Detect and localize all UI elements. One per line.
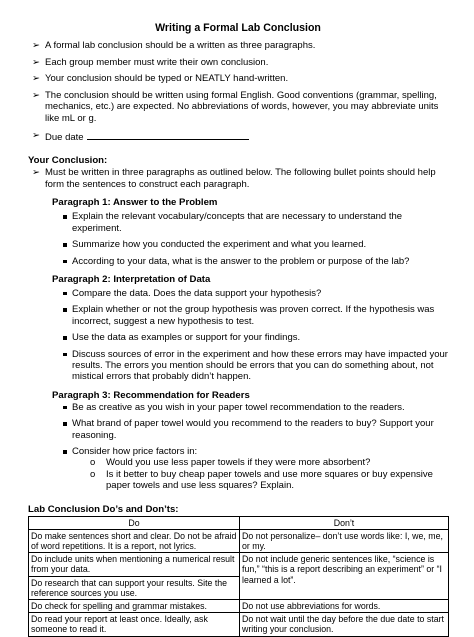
list-item: Consider how price factors in: o Would you use less paper towels if they were more absorbent? o Is it better to buy cheap paper towels and use more squares or buy expensive paper towels and use less squares? Explain. [63, 446, 448, 492]
paragraph-1-list [63, 211, 448, 267]
circle-bullet-icon: o [90, 457, 96, 469]
dont-cell: Do not use abbreviations for words. [240, 600, 449, 613]
do-cell: Do include units when mentioning a numerical result from your data. [29, 553, 240, 576]
paragraph-3-list [63, 402, 448, 492]
list-item: What brand of paper towel would you recommend to the readers to buy? Support your reasoning. [63, 418, 448, 441]
arrow-bullet-icon: ➢ [32, 56, 40, 68]
square-bullet-icon [63, 260, 67, 264]
square-bullet-icon [63, 292, 67, 296]
dont-cell: Do not personalize– don’t use words like: I, we, me, or my. [240, 529, 449, 552]
column-header-do: Do [29, 516, 240, 529]
do-cell: Do check for spelling and grammar mistakes. [29, 600, 240, 613]
paragraph-1-heading: Paragraph 1: Answer to the Problem [52, 197, 218, 209]
intro-bullet: ➢ A formal lab conclusion should be a written as three paragraphs. [32, 40, 316, 51]
paragraph-2-list [63, 288, 448, 383]
paragraph-2-heading: Paragraph 2: Interpretation of Data [52, 273, 211, 285]
list-item: Summarize how you conducted the experiment and what you learned. [63, 239, 448, 250]
arrow-bullet-icon: ➢ [32, 73, 40, 85]
due-date-blank-line [87, 130, 249, 140]
arrow-bullet-icon: ➢ [32, 89, 40, 101]
do-cell: Do make sentences short and clear. Do not be afraid of word repetitions. It is a report, not lyrics. [29, 529, 240, 552]
table-row [29, 529, 449, 552]
square-bullet-icon [63, 406, 67, 410]
arrow-bullet-icon: ➢ [32, 129, 40, 141]
square-bullet-icon [63, 243, 67, 247]
list-item: According to your data, what is the answer to the problem or purpose of the lab? [63, 256, 448, 267]
due-date-label: Due date [45, 131, 84, 143]
square-bullet-icon [63, 422, 67, 426]
sub-list-item: o Is it better to buy cheap paper towels and use more squares or buy expensive paper towels and use less squares? Explain. [90, 468, 433, 492]
list-item: Use the data as examples or support for your findings. [63, 332, 448, 343]
dont-cell: Do not include generic sentences like, “science is fun,” “this is a report describing an experiment” or “I learned a lot”. [240, 553, 449, 600]
list-item: Be as creative as you wish in your paper towel recommendation to the readers. [63, 402, 448, 413]
circle-bullet-icon: o [90, 468, 96, 480]
list-item: Discuss sources of error in the experiment and how these errors may have impacted your results. The errors you mention should be errors that you can do something about, not mistical errors that probably didn’t happen. [63, 349, 448, 383]
dos-donts-heading: Lab Conclusion Do’s and Don’ts: [28, 503, 179, 515]
your-conclusion-heading: Your Conclusion: [28, 155, 108, 167]
dont-cell: Do not wait until the day before the due date to start writing your conclusion. [240, 613, 449, 636]
square-bullet-icon [63, 308, 67, 312]
table-row [29, 600, 449, 613]
table-header-row [29, 516, 449, 529]
intro-bullet: ➢ The conclusion should be written using formal English. Good conventions (grammar, spelling, mechanics, etc.) are expected. No abbreviations of words, however, you may abbreviate units like mL or g. [32, 89, 439, 124]
list-item: Compare the data. Does the data support your hypothesis? [63, 288, 448, 299]
square-bullet-icon [63, 353, 67, 357]
square-bullet-icon [63, 450, 67, 454]
table-row [29, 613, 449, 636]
conclusion-bullet: ➢ Must be written in three paragraphs as outlined below. The following bullet points should help form the sentences to construct each paragraph. [32, 167, 436, 190]
paragraph-3-heading: Paragraph 3: Recommendation for Readers [52, 389, 250, 401]
arrow-bullet-icon: ➢ [32, 167, 40, 179]
conclusion-bullet-list [28, 167, 448, 190]
due-date-item [28, 130, 448, 144]
intro-bullet: ➢ Your conclusion should be typed or NEATLY hand-written. [32, 73, 289, 85]
square-bullet-icon [63, 215, 67, 219]
intro-bullet: ➢ Each group member must write their own conclusion. [32, 56, 269, 68]
sub-list-item: o Would you use less paper towels if they were more absorbent? [90, 457, 371, 469]
list-item: Explain the relevant vocabulary/concepts that are necessary to understand the experiment. [63, 211, 448, 234]
page-title: Writing a Formal Lab Conclusion [155, 22, 321, 34]
list-item: Explain whether or not the group hypothesis was proven correct. If the hypothesis was incorrect, suggest a new hypothesis to test. [63, 304, 448, 327]
do-cell: Do research that can support your results. Site the reference sources you use. [29, 576, 240, 599]
do-cell: Do read your report at least once. Ideally, ask someone to read it. [29, 613, 240, 636]
paragraph-3-sublist [90, 457, 448, 491]
table-row [29, 553, 449, 576]
arrow-bullet-icon: ➢ [32, 40, 40, 51]
column-header-dont: Don’t [240, 516, 449, 529]
square-bullet-icon [63, 336, 67, 340]
dos-donts-table [28, 516, 449, 637]
intro-bullet-list [28, 40, 448, 143]
